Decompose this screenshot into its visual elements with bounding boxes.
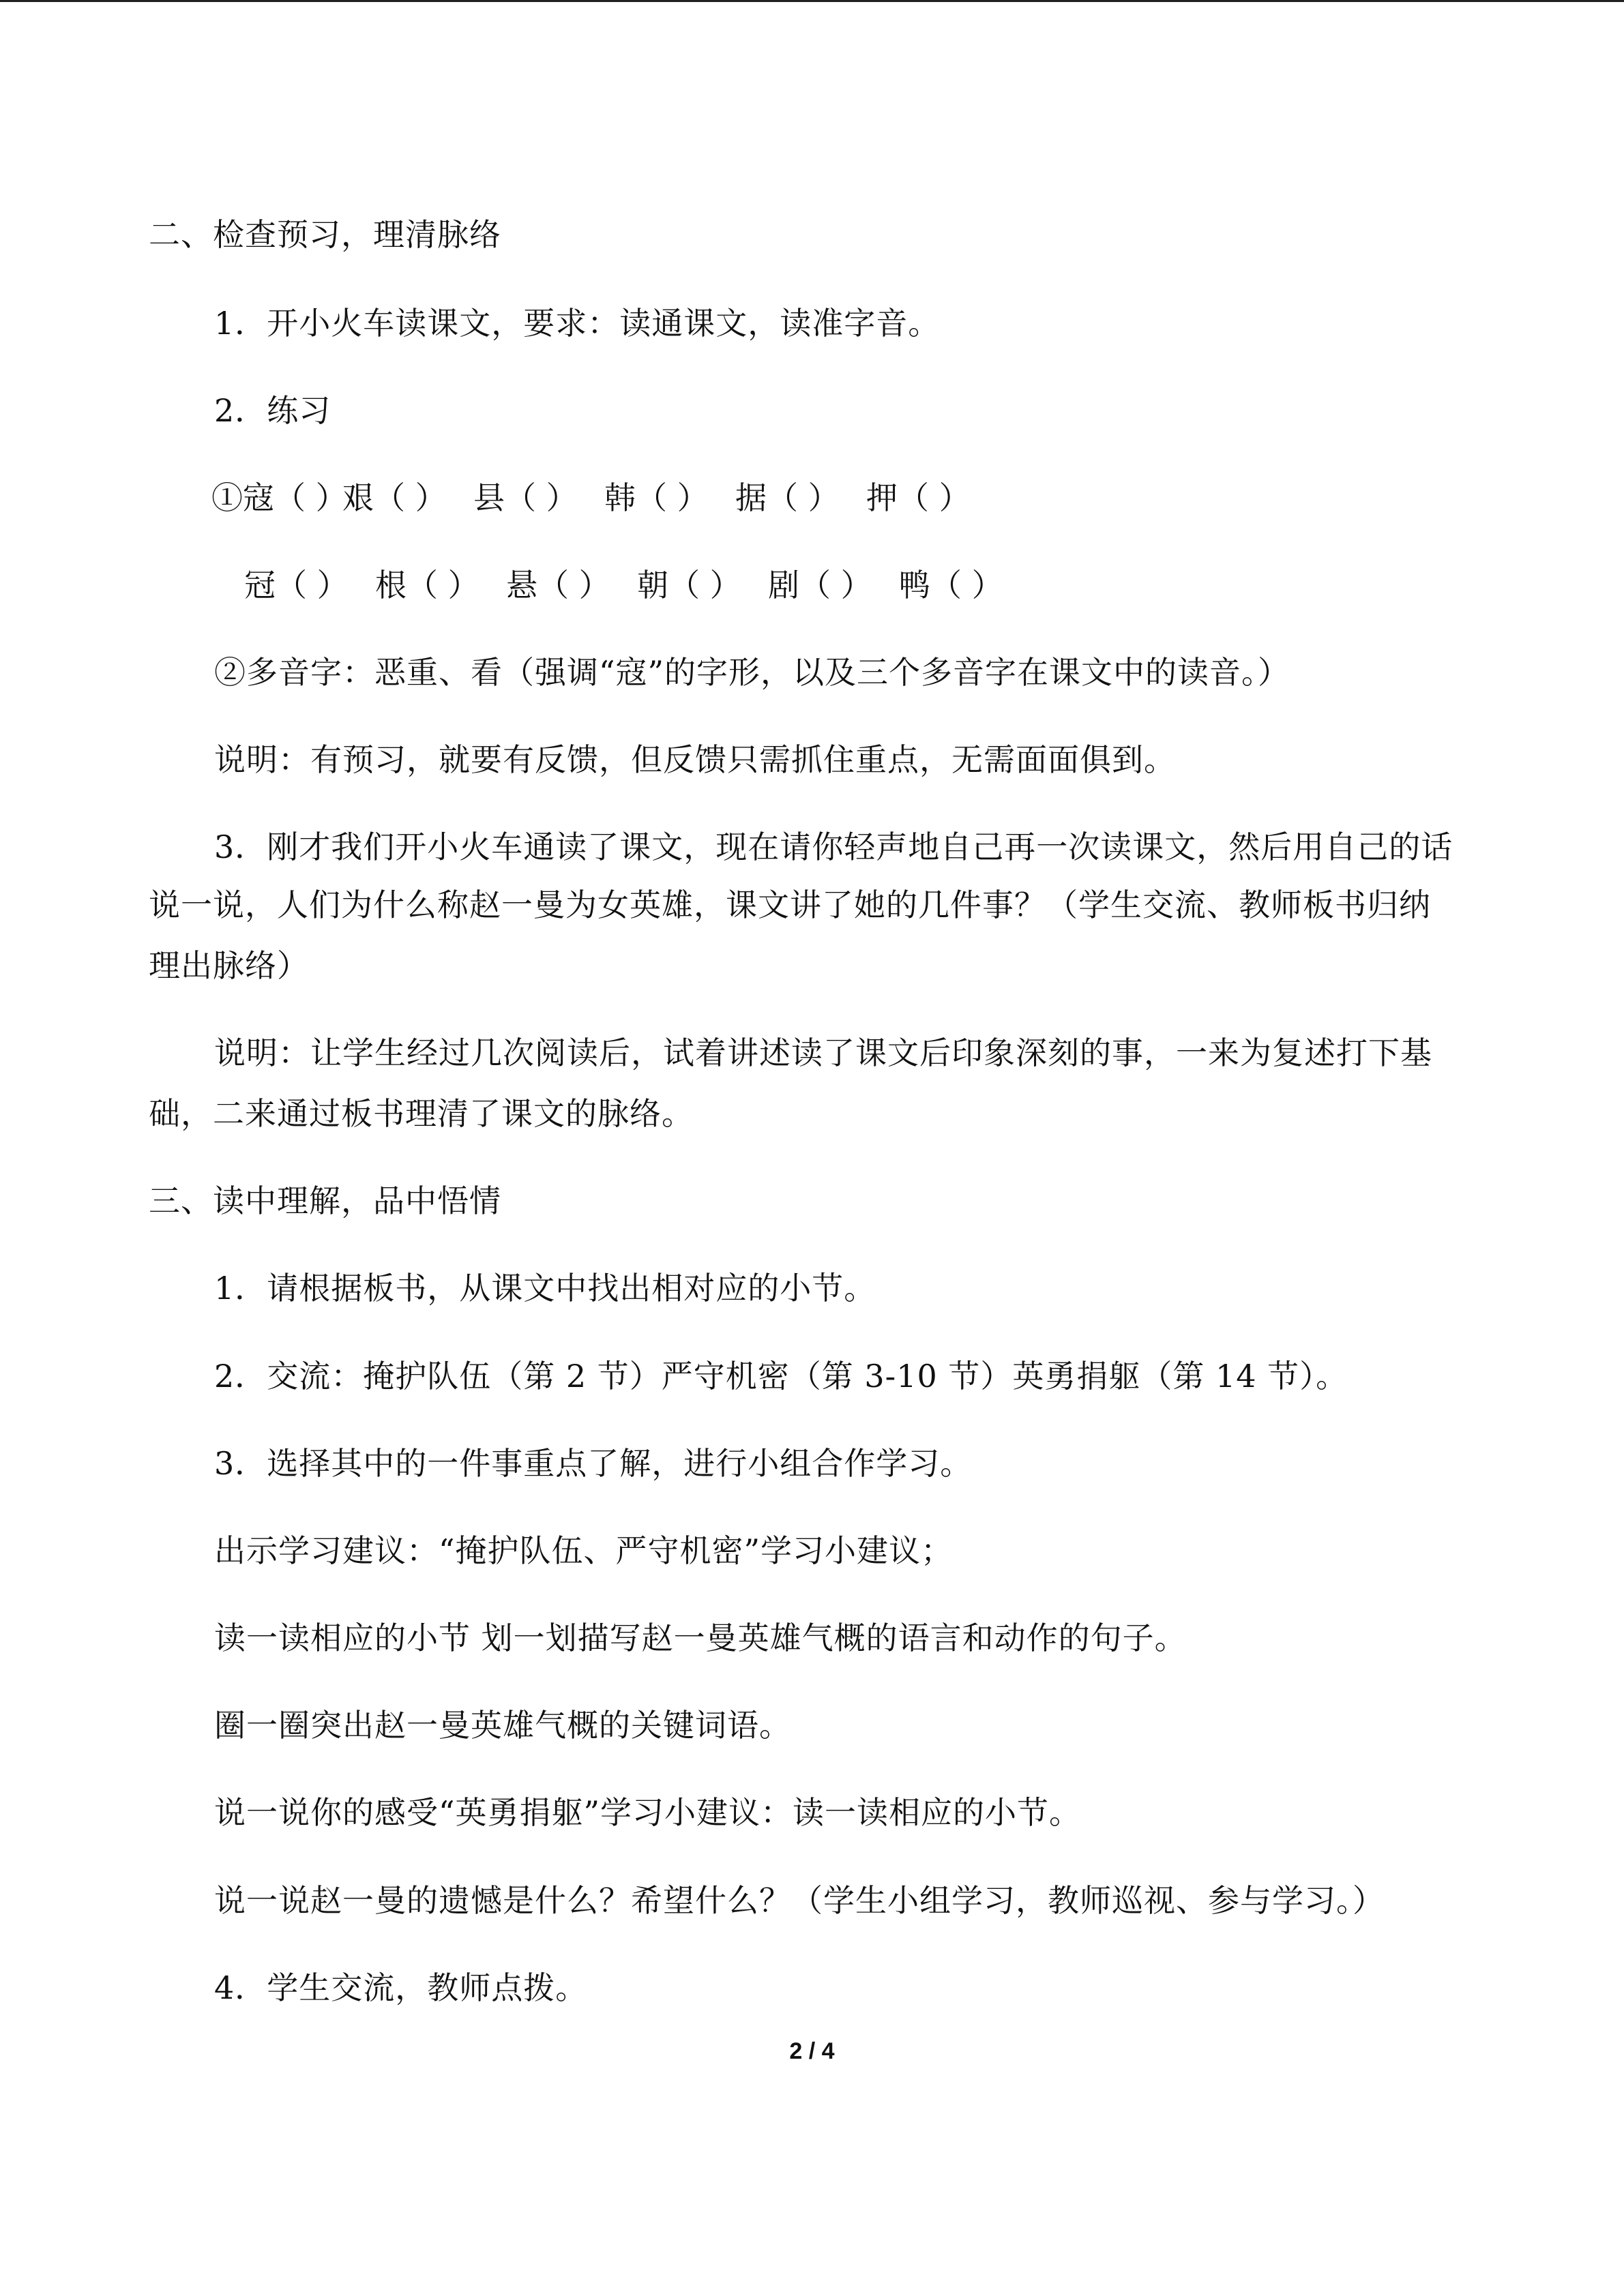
exercise-cell: 县（ ） — [473, 479, 578, 516]
learning-suggestion-2: 读一读相应的小节 划一划描写赵一曼英雄气概的语言和动作的句子。 — [214, 1620, 1187, 1656]
exercise-row-2 — [244, 565, 1030, 606]
exercise-cell: 艰（ ） — [342, 479, 447, 516]
exercise-cell: 根（ ） — [375, 567, 479, 603]
learning-suggestion-4: 说一说你的感受“英勇捐躯”学习小建议：读一读相应的小节。 — [214, 1794, 1082, 1831]
polyphone-exercise: ②多音字：恶重、看（强调“寇”的字形，以及三个多音字在课文中的读音。） — [214, 654, 1290, 691]
exercise-cell: ①寇（ ） — [211, 479, 347, 516]
exercise-cell: 剧（ ） — [768, 567, 872, 603]
exercise-cell: 冠（ ） — [244, 567, 349, 603]
exercise-cell: 朝（ ） — [637, 567, 741, 603]
learning-suggestion-5: 说一说赵一曼的遗憾是什么？希望什么？（学生小组学习，教师巡视、参与学习。） — [214, 1882, 1385, 1919]
note-preview-feedback: 说明：有预习，就要有反馈，但反馈只需抓住重点，无需面面俱到。 — [214, 741, 1176, 778]
note-reading-line-2: 础，二来通过板书理清了课文的脉络。 — [149, 1095, 694, 1132]
exercise-cell: 据（ ） — [735, 479, 840, 516]
section-two-item-3-line-2: 说一说，人们为什么称赵一曼为女英雄，课文讲了她的几件事？（学生交流、教师板书归纳 — [149, 886, 1431, 923]
exercise-marker: ① — [211, 479, 243, 516]
section-two-item-3-line-1: 3．刚才我们开小火车通读了课文，现在请你轻声地自己再一次读课文，然后用自己的话 — [214, 829, 1453, 865]
section-two-item-1: 1．开小火车读课文，要求：读通课文，读准字音。 — [214, 305, 941, 342]
section-three-item-2: 2．交流：掩护队伍（第 2 节）严守机密（第 3-10 节）英勇捐躯（第 14 节）。 — [214, 1358, 1348, 1395]
learning-suggestion-1: 出示学习建议：“掩护队伍、严守机密”学习小建议； — [214, 1532, 954, 1569]
learning-suggestion-3: 圈一圈突出赵一曼英雄气概的关键词语。 — [214, 1707, 791, 1744]
section-three-item-4: 4．学生交流，教师点拨。 — [214, 1969, 588, 2006]
exercise-cell: 悬（ ） — [506, 567, 610, 603]
section-two-item-2: 2．练习 — [214, 392, 331, 429]
section-three-item-3: 3．选择其中的一件事重点了解，进行小组合作学习。 — [214, 1445, 973, 1482]
page-number: 2 / 4 — [789, 2038, 835, 2064]
section-two-title: 二、检查预习，理清脉络 — [149, 216, 501, 253]
exercise-cell: 韩（ ） — [604, 479, 709, 516]
exercise-row-1 — [211, 477, 997, 518]
note-reading-line-1: 说明：让学生经过几次阅读后，试着讲述读了课文后印象深刻的事，一来为复述打下基 — [214, 1034, 1432, 1071]
exercise-cell: 鸭（ ） — [899, 567, 1003, 603]
section-three-title: 三、读中理解，品中悟情 — [149, 1182, 501, 1219]
exercise-cell: 押（ ） — [866, 479, 971, 516]
section-three-item-1: 1．请根据板书，从课文中找出相对应的小节。 — [214, 1270, 876, 1307]
section-two-item-3-line-3: 理出脉络） — [149, 947, 309, 984]
